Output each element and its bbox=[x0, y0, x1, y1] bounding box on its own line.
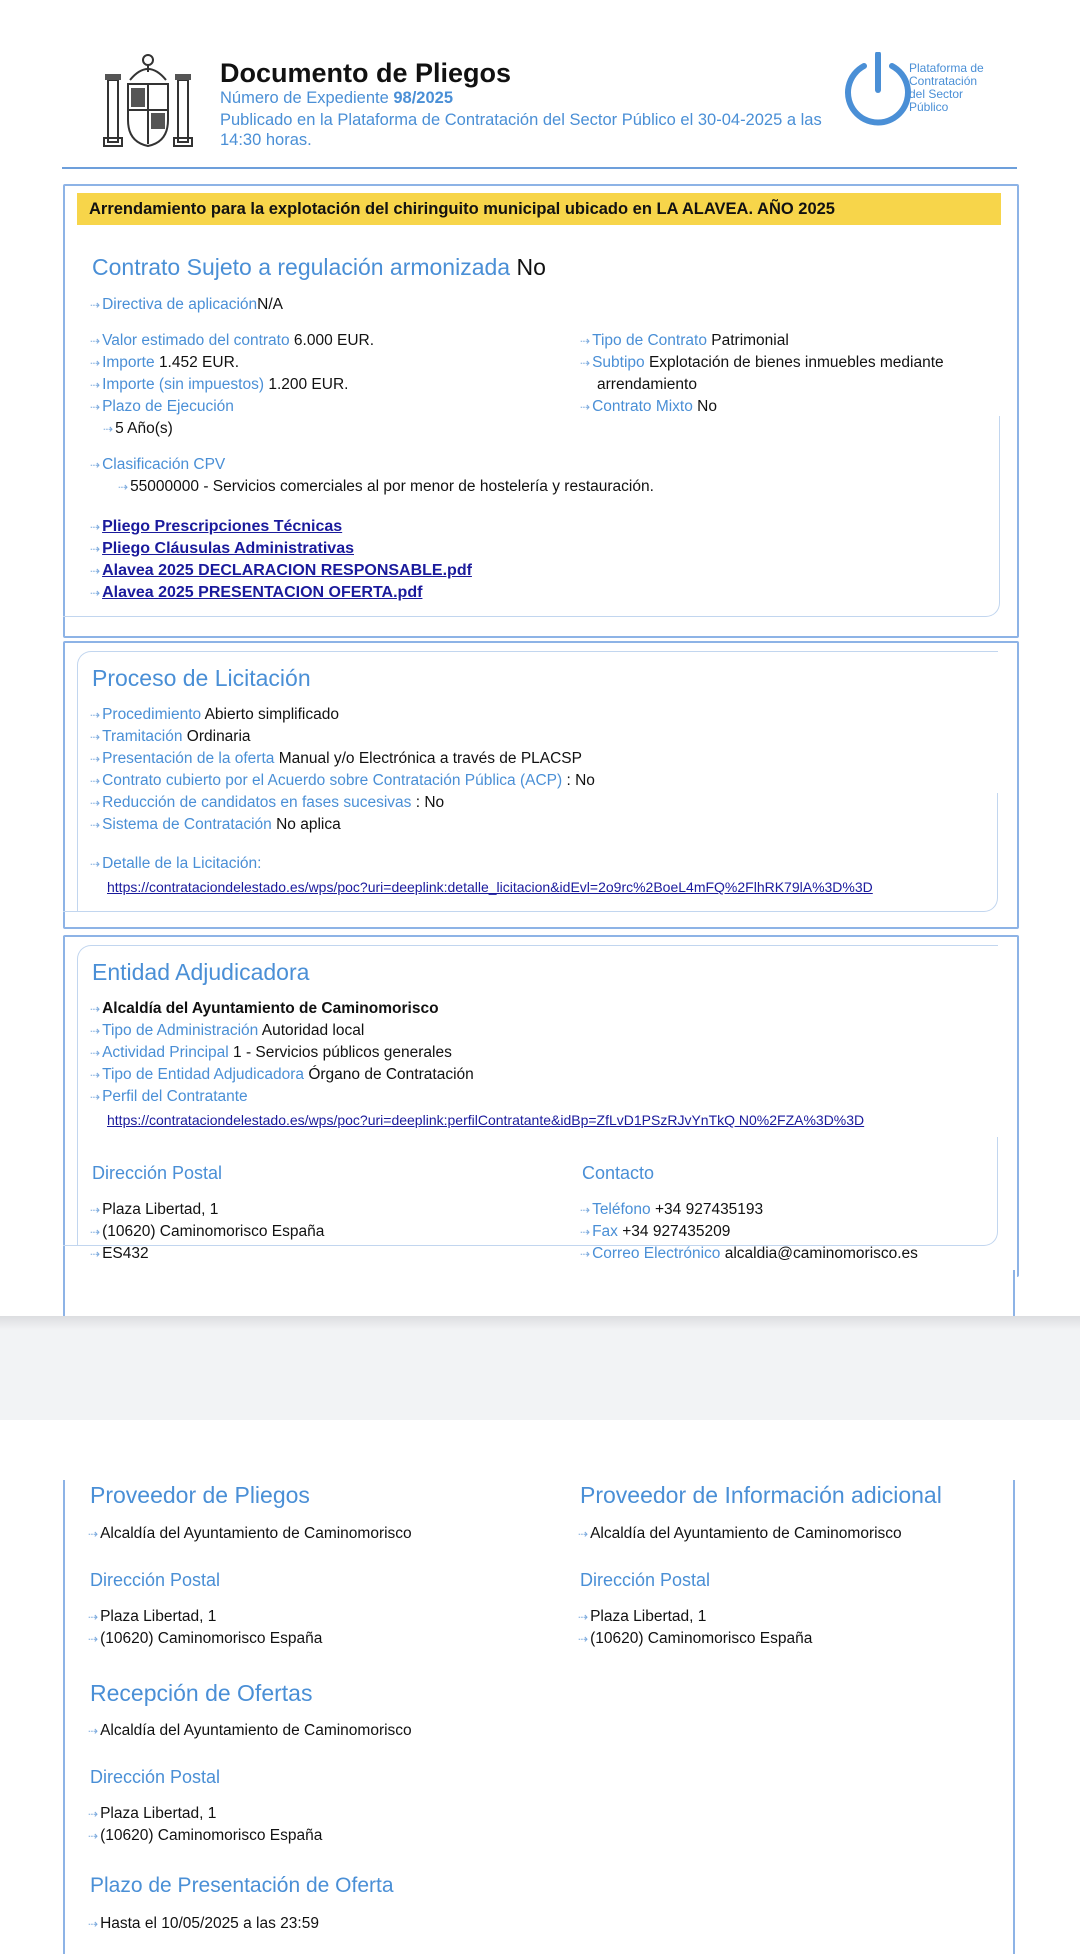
pliego-administrativas-link[interactable]: Pliego Cláusulas Administrativas bbox=[102, 540, 354, 557]
document-title: Documento de Pliegos bbox=[220, 58, 512, 88]
arrow-icon: ⇢ bbox=[88, 1632, 99, 1646]
plazo-row bbox=[90, 396, 234, 418]
pliego-tecnicas-link[interactable]: Pliego Prescripciones Técnicas bbox=[102, 518, 343, 535]
sistema-label: Sistema de Contratación bbox=[102, 816, 272, 833]
platform-logo-text bbox=[909, 62, 1009, 114]
logo-text-line: Público bbox=[909, 100, 949, 114]
correo-value: alcaldia@caminomorisco.es bbox=[724, 1245, 918, 1262]
licitacion-heading: Proceso de Licitación bbox=[92, 665, 311, 691]
document-header bbox=[0, 0, 1080, 170]
proveedor-pliegos-heading: Proveedor de Pliegos bbox=[90, 1482, 310, 1508]
direccion-city: (10620) Caminomorisco España bbox=[102, 1223, 325, 1240]
entidad-heading: Entidad Adjudicadora bbox=[92, 959, 310, 985]
arrow-icon: ⇢ bbox=[580, 1203, 591, 1217]
tipo-row bbox=[580, 330, 789, 352]
presentacion-value: Manual y/o Electrónica a través de PLACSP bbox=[278, 750, 582, 767]
valor-label: Valor estimado del contrato bbox=[102, 332, 290, 349]
reduccion-row bbox=[90, 792, 444, 814]
actividad-value: 1 - Servicios públicos generales bbox=[233, 1044, 452, 1061]
contacto-heading: Contacto bbox=[582, 1163, 655, 1183]
arrow-icon: ⇢ bbox=[90, 857, 101, 871]
cpv-value: 55000000 - Servicios comerciales al por menor de hostelería y restauración. bbox=[130, 478, 654, 495]
arrow-icon: ⇢ bbox=[90, 796, 101, 810]
arrow-icon: ⇢ bbox=[90, 1068, 101, 1082]
subtipo-value: Explotación de bienes inmuebles mediante bbox=[648, 354, 944, 371]
plazo-label: Plazo de Ejecución bbox=[102, 398, 234, 415]
expediente-number bbox=[220, 89, 453, 108]
importe-value: 1.452 EUR. bbox=[158, 354, 240, 371]
recepcion-heading: Recepción de Ofertas bbox=[90, 1680, 313, 1706]
entidad-name: Alcaldía del Ayuntamiento de Caminomorisco bbox=[102, 1000, 439, 1017]
detalle-url-row bbox=[107, 876, 873, 899]
fax-label: Fax bbox=[592, 1223, 618, 1240]
direccion-city: (10620) Caminomorisco España bbox=[590, 1630, 813, 1647]
correo-row bbox=[580, 1243, 918, 1265]
proveedor-info-direccion-heading: Dirección Postal bbox=[580, 1570, 711, 1590]
tipo-entidad-row bbox=[90, 1064, 474, 1086]
actividad-row bbox=[90, 1042, 452, 1064]
spain-coat-of-arms-icon bbox=[100, 50, 196, 154]
arrow-icon: ⇢ bbox=[90, 818, 101, 832]
detalle-licitacion-link[interactable]: https://contrataciondelestado.es/wps/poc?uri=deeplink:detalle_licitacion&idEvl=2o9rc%2BoeL4mFQ%2FlhRK79lA%3D%3D bbox=[107, 879, 873, 895]
reduccion-label: Reducción de candidatos en fases sucesivas bbox=[102, 794, 412, 811]
arrow-icon: ⇢ bbox=[90, 774, 101, 788]
tipo-admin-value: Autoridad local bbox=[261, 1022, 365, 1039]
arrow-icon: ⇢ bbox=[580, 1225, 591, 1239]
page-border bbox=[1013, 1270, 1015, 1316]
power-symbol-logo-icon bbox=[838, 52, 918, 128]
recepcion-row bbox=[88, 1720, 412, 1742]
direccion-line bbox=[88, 1628, 322, 1650]
header-divider bbox=[62, 167, 1017, 169]
cpv-row bbox=[90, 454, 225, 476]
direccion-line bbox=[578, 1606, 706, 1628]
direccion-city: (10620) Caminomorisco España bbox=[100, 1827, 323, 1844]
proveedor-pliegos-name: Alcaldía del Ayuntamiento de Caminomorisco bbox=[100, 1525, 412, 1542]
arrow-icon: ⇢ bbox=[88, 1527, 99, 1541]
licitacion-section bbox=[63, 641, 1019, 929]
proveedor-info-row bbox=[578, 1523, 902, 1545]
entidad-direccion-heading: Dirección Postal bbox=[92, 1163, 223, 1183]
presentacion-row bbox=[90, 748, 582, 770]
procedimiento-row bbox=[90, 704, 339, 726]
link-row bbox=[90, 538, 354, 560]
telefono-value: +34 927435193 bbox=[654, 1201, 764, 1218]
actividad-label: Actividad Principal bbox=[102, 1044, 229, 1061]
arrow-icon: ⇢ bbox=[578, 1527, 589, 1541]
presentacion-oferta-link[interactable]: Alavea 2025 PRESENTACION OFERTA.pdf bbox=[102, 584, 423, 601]
recepcion-direccion-heading: Dirección Postal bbox=[90, 1767, 221, 1787]
tipo-entidad-label: Tipo de Entidad Adjudicadora bbox=[102, 1066, 304, 1083]
importe-sin-value: 1.200 EUR. bbox=[268, 376, 349, 393]
link-row bbox=[90, 560, 472, 582]
arrow-icon: ⇢ bbox=[90, 730, 101, 744]
armonizada-value: No bbox=[516, 254, 546, 280]
declaracion-responsable-link[interactable]: Alavea 2025 DECLARACION RESPONSABLE.pdf bbox=[102, 562, 472, 579]
directiva-value: N/A bbox=[257, 296, 283, 313]
arrow-icon: ⇢ bbox=[580, 1247, 591, 1261]
direccion-code: ES432 bbox=[102, 1245, 149, 1262]
arrow-icon: ⇢ bbox=[90, 400, 101, 414]
arrow-icon: ⇢ bbox=[88, 1807, 99, 1821]
direccion-line bbox=[90, 1199, 218, 1221]
arrow-icon: ⇢ bbox=[578, 1632, 589, 1646]
arrow-icon: ⇢ bbox=[578, 1610, 589, 1624]
arrow-icon: ⇢ bbox=[90, 334, 101, 348]
mixto-value: No bbox=[697, 398, 717, 415]
arrow-icon: ⇢ bbox=[90, 378, 101, 392]
arrow-icon: ⇢ bbox=[90, 1002, 101, 1016]
direccion-line bbox=[90, 1221, 324, 1243]
tramitacion-label: Tramitación bbox=[102, 728, 183, 745]
tipo-admin-label: Tipo de Administración bbox=[102, 1022, 259, 1039]
arrow-icon: ⇢ bbox=[90, 298, 101, 312]
presentacion-label: Presentación de la oferta bbox=[102, 750, 275, 767]
page-border bbox=[63, 1270, 65, 1316]
arrow-icon: ⇢ bbox=[88, 1724, 99, 1738]
link-row bbox=[90, 516, 342, 538]
acp-label: Contrato cubierto por el Acuerdo sobre Contratación Pública (ACP) bbox=[102, 772, 563, 789]
tipo-label: Tipo de Contrato bbox=[592, 332, 707, 349]
plazo-presentacion-row bbox=[88, 1913, 319, 1935]
arrow-icon: ⇢ bbox=[580, 400, 591, 414]
sistema-value: No aplica bbox=[276, 816, 341, 833]
detalle-row bbox=[90, 853, 261, 875]
direccion-line bbox=[90, 1243, 149, 1265]
tipo-value: Patrimonial bbox=[711, 332, 789, 349]
arrow-icon: ⇢ bbox=[90, 752, 101, 766]
mixto-row bbox=[580, 396, 717, 418]
arrow-icon: ⇢ bbox=[90, 356, 101, 370]
telefono-label: Teléfono bbox=[592, 1201, 651, 1218]
perfil-url-row bbox=[107, 1109, 864, 1132]
perfil-contratante-link[interactable]: https://contrataciondelestado.es/wps/poc?uri=deeplink:perfilContratante&idBp=ZfLvD1PSzRJvYnTkQ N0%2FZA%3D%3D bbox=[107, 1112, 865, 1128]
page-border bbox=[1013, 1480, 1015, 1954]
valor-row bbox=[90, 330, 374, 352]
armonizada-heading bbox=[92, 254, 546, 281]
procedimiento-label: Procedimiento bbox=[102, 706, 202, 723]
subtipo-label: Subtipo bbox=[592, 354, 645, 371]
direccion-line bbox=[88, 1803, 216, 1825]
direccion-line bbox=[88, 1825, 322, 1847]
arrow-icon: ⇢ bbox=[580, 356, 591, 370]
fax-value: +34 927435209 bbox=[622, 1223, 731, 1240]
direccion-line bbox=[88, 1606, 216, 1628]
cpv-value-row bbox=[118, 476, 654, 498]
importe-label: Importe bbox=[102, 354, 155, 371]
perfil-label: Perfil del Contratante bbox=[102, 1088, 248, 1105]
armonizada-label: Contrato Sujeto a regulación armonizada bbox=[92, 254, 511, 280]
arrow-icon: ⇢ bbox=[118, 480, 129, 494]
subtipo-row-2 bbox=[597, 374, 697, 396]
plazo-presentacion-value: Hasta el 10/05/2025 a las 23:59 bbox=[100, 1915, 319, 1932]
arrow-icon: ⇢ bbox=[90, 586, 101, 600]
link-row bbox=[90, 582, 422, 604]
perfil-row bbox=[90, 1086, 248, 1108]
tramitacion-row bbox=[90, 726, 251, 748]
sistema-row bbox=[90, 814, 341, 836]
importe-row bbox=[90, 352, 239, 374]
subtipo-value-cont: arrendamiento bbox=[597, 376, 697, 393]
recepcion-name: Alcaldía del Ayuntamiento de Caminomorisco bbox=[100, 1722, 412, 1739]
direccion-line bbox=[578, 1628, 812, 1650]
page-border bbox=[63, 1480, 65, 1954]
telefono-row bbox=[580, 1199, 763, 1221]
contract-title-banner: Arrendamiento para la explotación del chiringuito municipal ubicado en LA ALAVEA. AÑO 2025 bbox=[77, 193, 1001, 225]
publication-info: Publicado en la Plataforma de Contratación del Sector Público el 30-04-2025 a las 14:30 horas. bbox=[220, 111, 822, 149]
arrow-icon: ⇢ bbox=[90, 1225, 101, 1239]
arrow-icon: ⇢ bbox=[90, 542, 101, 556]
logo-text-line: del Sector bbox=[909, 87, 964, 101]
proveedor-info-name: Alcaldía del Ayuntamiento de Caminomorisco bbox=[590, 1525, 902, 1542]
proveedor-pliegos-direccion-heading: Dirección Postal bbox=[90, 1570, 221, 1590]
arrow-icon: ⇢ bbox=[90, 458, 101, 472]
detalle-label: Detalle de la Licitación: bbox=[102, 855, 262, 872]
plazo-value-row bbox=[103, 418, 173, 440]
cpv-label: Clasificación CPV bbox=[102, 456, 226, 473]
arrow-icon: ⇢ bbox=[90, 564, 101, 578]
procedimiento-value: Abierto simplificado bbox=[204, 706, 339, 723]
directiva-row bbox=[90, 294, 283, 316]
arrow-icon: ⇢ bbox=[88, 1917, 99, 1931]
acp-row bbox=[90, 770, 595, 792]
logo-text-line: Plataforma de bbox=[909, 61, 984, 75]
reduccion-value: : No bbox=[415, 794, 445, 811]
direccion-street: Plaza Libertad, 1 bbox=[100, 1805, 217, 1822]
tramitacion-value: Ordinaria bbox=[186, 728, 251, 745]
arrow-icon: ⇢ bbox=[90, 1203, 101, 1217]
fax-row bbox=[580, 1221, 730, 1243]
arrow-icon: ⇢ bbox=[580, 334, 591, 348]
plazo-presentacion-heading: Plazo de Presentación de Oferta bbox=[90, 1874, 394, 1897]
arrow-icon: ⇢ bbox=[90, 1024, 101, 1038]
arrow-icon: ⇢ bbox=[90, 1090, 101, 1104]
arrow-icon: ⇢ bbox=[88, 1610, 99, 1624]
valor-value: 6.000 EUR. bbox=[293, 332, 375, 349]
logo-text-line: Contratación bbox=[909, 74, 978, 88]
direccion-city: (10620) Caminomorisco España bbox=[100, 1630, 323, 1647]
arrow-icon: ⇢ bbox=[90, 1046, 101, 1060]
arrow-icon: ⇢ bbox=[88, 1829, 99, 1843]
importe-sin-label: Importe (sin impuestos) bbox=[102, 376, 265, 393]
arrow-icon: ⇢ bbox=[90, 1247, 101, 1261]
direccion-street: Plaza Libertad, 1 bbox=[100, 1608, 217, 1625]
entidad-section bbox=[63, 935, 1019, 1277]
plazo-value: 5 Año(s) bbox=[115, 420, 173, 437]
arrow-icon: ⇢ bbox=[90, 520, 101, 534]
tipo-admin-row bbox=[90, 1020, 364, 1042]
entidad-name-row bbox=[90, 998, 439, 1020]
correo-label: Correo Electrónico bbox=[592, 1245, 721, 1262]
acp-value: : No bbox=[566, 772, 595, 789]
directiva-label: Directiva de aplicación bbox=[102, 296, 258, 313]
contract-section bbox=[63, 184, 1019, 638]
direccion-street: Plaza Libertad, 1 bbox=[590, 1608, 707, 1625]
arrow-icon: ⇢ bbox=[90, 708, 101, 722]
proveedor-pliegos-row bbox=[88, 1523, 412, 1545]
page-break bbox=[0, 1316, 1080, 1420]
expediente-value: 98/2025 bbox=[393, 89, 454, 107]
arrow-icon: ⇢ bbox=[103, 422, 114, 436]
expediente-label: Número de Expediente bbox=[220, 89, 389, 107]
direccion-street: Plaza Libertad, 1 bbox=[102, 1201, 219, 1218]
proveedor-info-heading: Proveedor de Información adicional bbox=[580, 1482, 942, 1508]
subtipo-row bbox=[580, 352, 944, 374]
tipo-entidad-value: Órgano de Contratación bbox=[308, 1066, 474, 1083]
mixto-label: Contrato Mixto bbox=[592, 398, 693, 415]
importe-sin-row bbox=[90, 374, 348, 396]
